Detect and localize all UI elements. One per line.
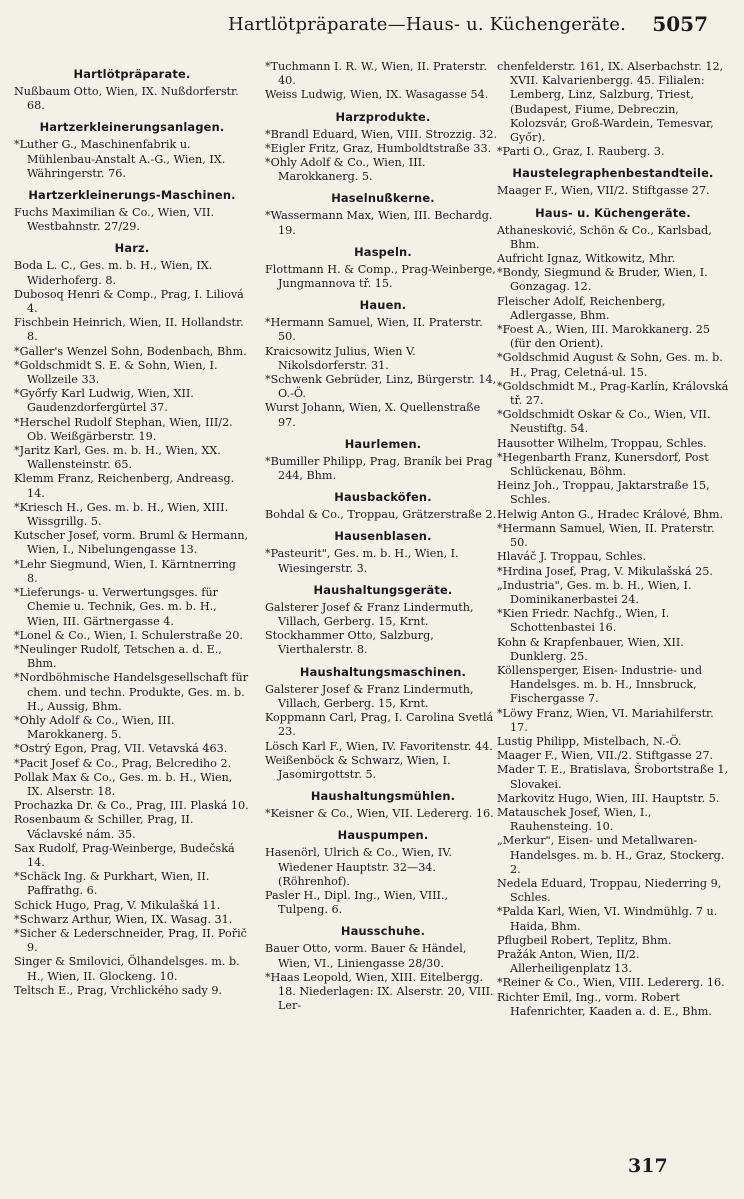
directory-section — [497, 206, 729, 1019]
directory-entry: *Goldschmid August & Sohn, Ges. m. b. H., Prag, Celetná-ul. 15. — [497, 351, 723, 379]
directory-entry: *Lehr Siegmund, Wien, I. Kärntnerring 8. — [14, 557, 236, 585]
directory-entry: *Schäck Ing. & Purkhart, Wien, II. Paffrathg. 6. — [14, 870, 210, 898]
directory-entry: *Herschel Rudolf Stephan, Wien, III/2. Ob. Weißgärberstr. 19. — [14, 415, 233, 443]
section-heading: Harz. — [114, 241, 150, 256]
directory-entry: Pflugbeil Robert, Teplitz, Bhm. — [497, 933, 672, 947]
directory-section — [265, 298, 501, 430]
directory-entry: *Pacit Josef & Co., Prag, Belcrediho 2. — [14, 756, 232, 770]
directory-entry: Flottmann H. & Comp., Prag-Weinberge, Jungmannova tř. 15. — [265, 262, 496, 291]
directory-entry: Koppmann Carl, Prag, I. Carolina Svetlá 23. — [265, 711, 494, 739]
section-heading: Haselnußkerne. — [331, 191, 435, 206]
directory-entry: *Reiner & Co., Wien, VIII. Ledererg. 16. — [497, 976, 725, 990]
directory-entry: Matauschek Josef, Wien, I., Rauhensteing. 10. — [497, 805, 652, 834]
directory-entry: Pollak Max & Co., Ges. m. b. H., Wien, IX. Alserstr. 18. — [14, 770, 233, 798]
directory-entry: Maager F., Wien, VII/2. Stiftgasse 27. — [497, 184, 710, 198]
directory-entry: Pasler H., Dipl. Ing., Wien, VIII., Tulpeng. 6. — [265, 888, 449, 917]
directory-section — [265, 924, 501, 1013]
directory-entry: Nußbaum Otto, Wien, IX. Nußdorferstr. 68. — [14, 85, 239, 113]
directory-entry: *Pasteurit", Ges. m. b. H., Wien, I. Wiesingerstr. 3. — [265, 547, 459, 575]
directory-entry: Hlaváč J. Troppau, Schles. — [497, 550, 647, 564]
directory-entry: Kraicsowitz Julius, Wien V. Nikolsdorferstr. 31. — [265, 344, 416, 372]
directory-entry: *Kriesch H., Ges. m. b. H., Wien, XIII. Wissgrillg. 5. — [14, 500, 229, 529]
directory-entry: Fleischer Adolf, Reichenberg, Adlergasse, Bhm. — [497, 294, 666, 322]
directory-section — [265, 191, 501, 237]
directory-entry: Teltsch E., Prag, Vrchlického sady 9. — [14, 983, 223, 997]
directory-section — [265, 665, 501, 782]
directory-section — [265, 437, 501, 483]
directory-entry: *Galler's Wenzel Sohn, Bodenbach, Bhm. — [14, 344, 247, 358]
directory-entry: Pražák Anton, Wien, II/2. Allerheiligenplatz 13. — [497, 947, 640, 976]
directory-entry: Maager F., Wien, VII./2. Stiftgasse 27. — [497, 749, 714, 763]
column-left — [14, 60, 250, 1001]
directory-entry: Wurst Johann, Wien, X. Quellenstraße 97. — [265, 401, 481, 429]
directory-entry: *Kien Friedr. Nachfg., Wien, I. Schottenbastei 16. — [497, 607, 670, 635]
directory-entry: *Bumiller Philipp, Prag, Braník bei Prag 244, Bhm. — [265, 454, 493, 483]
directory-entry: Bauer Otto, vorm. Bauer & Händel, Wien, VI., Liniengasse 28/30. — [265, 942, 467, 970]
section-heading: Haushaltungsmaschinen. — [299, 664, 467, 679]
directory-entry: Lösch Karl F., Wien, IV. Favoritenstr. 44. — [265, 739, 493, 753]
directory-entry: *Neulinger Rudolf, Tetschen a. d. E., Bhm. — [14, 642, 222, 671]
directory-entry: Hasenörl, Ulrich & Co., Wien, IV. Wiedener Hauptstr. 32—34. (Röhrenhof). — [265, 846, 452, 888]
directory-entry: Markovitz Hugo, Wien, III. Hauptstr. 5. — [497, 791, 720, 805]
directory-entry: Dubosoq Henri & Comp., Prag, I. Liliová 4. — [14, 287, 244, 316]
directory-entry: *Goldschmidt Oskar & Co., Wien, VII. Neustiftg. 54. — [497, 408, 711, 436]
directory-entry: *Brandl Eduard, Wien, VIII. Strozzig. 32. — [265, 127, 498, 141]
directory-entry: *Bondy, Siegmund & Bruder, Wien, I. Gonzagag. 12. — [497, 266, 708, 294]
directory-entry: Kutscher Josef, vorm. Bruml & Hermann, Wien, I., Nibelungengasse 13. — [14, 529, 249, 557]
directory-entry: Fischbein Heinrich, Wien, II. Hollandstr. 8. — [14, 316, 244, 344]
section-heading: Haushaltungsgeräte. — [313, 582, 453, 597]
section-heading: Hauen. — [359, 298, 407, 313]
directory-entry: *Keisner & Co., Wien, VII. Ledererg. 16. — [265, 807, 494, 821]
directory-entry: *Wassermann Max, Wien, III. Bechardg. 19. — [265, 209, 493, 237]
directory-entry: Sax Rudolf, Prag-Weinberge, Budečská 14. — [14, 841, 235, 869]
directory-entry: Mader T. E., Bratislava, Šrobortstraße 1, Slovakei. — [497, 763, 729, 791]
directory-entry: *Schwarz Arthur, Wien, IX. Wasag. 31. — [14, 912, 233, 926]
directory-entry: Galsterer Josef & Franz Lindermuth, Villach, Gerberg. 15, Krnt. — [265, 682, 474, 710]
section-heading: Haurlemen. — [344, 436, 422, 451]
directory-entry: Richter Emil, Ing., vorm. Robert Hafenrichter, Kaaden a. d. E., Bhm. — [497, 990, 712, 1018]
directory-entry: *Hermann Samuel, Wien, II. Praterstr. 50. — [265, 316, 483, 344]
directory-entry: *Parti O., Graz, I. Rauberg. 3. — [497, 145, 665, 159]
section-heading: Hausbacköfen. — [334, 490, 432, 505]
directory-entry: *Eigler Fritz, Graz, Humboldtstraße 33. — [265, 141, 492, 155]
directory-entry: Galsterer Josef & Franz Lindermuth, Villach, Gerberg. 15, Krnt. — [265, 600, 474, 629]
directory-entry: *Haas Leopold, Wien, XIII. Eitelbergg. 18. Niederlagen: IX. Alserstr. 20, VIII. Ler- — [265, 970, 494, 1013]
directory-section — [265, 245, 501, 291]
directory-entry: *Nordböhmische Handelsgesellschaft für chem. und techn. Produkte, Ges. m. b. H., Aussig, Bhm. — [14, 671, 249, 713]
section-heading: Hartzerkleinerungsanlagen. — [39, 120, 225, 135]
directory-entry: Köllensperger, Eisen- Industrie- und Handelsges. m. b. H., Innsbruck, Fischergasse 7. — [497, 663, 702, 706]
directory-entry: Athanesković, Schön & Co., Karlsbad, Bhm. — [497, 223, 712, 251]
directory-entry: *Luther G., Maschinenfabrik u. Mühlenbau-Anstalt A.-G., Wien, IX. Währingerstr. 76. — [14, 138, 226, 180]
directory-entry: *Ohly Adolf & Co., Wien, III. Marokkanerg. 5. — [14, 713, 175, 742]
directory-entry: *Hegenbarth Franz, Kunersdorf, Post Schlückenau, Böhm. — [497, 450, 709, 479]
directory-entry: Stockhammer Otto, Salzburg, Vierthalerstr. 8. — [265, 629, 434, 657]
directory-entry: *Hermann Samuel, Wien, II. Praterstr. 50. — [497, 521, 715, 550]
directory-entry: *Schwenk Gebrüder, Linz, Bürgerstr. 14, O.-Ö. — [265, 373, 497, 401]
page-header — [0, 6, 744, 36]
directory-entry: Weißenböck & Schwarz, Wien, I. Jasomirgottstr. 5. — [265, 753, 451, 781]
directory-section — [265, 529, 501, 575]
directory-entry: Schick Hugo, Prag, V. Mikulašká 11. — [14, 898, 221, 912]
running-title: Hartlötpräparate—Haus- u. Küchengeräte. — [228, 14, 627, 35]
directory-entry: Bohdal & Co., Troppau, Grätzerstraße 2. — [265, 508, 497, 522]
directory-entry: *Ostrý Egon, Prag, VII. Vetavská 463. — [14, 742, 228, 756]
directory-entry: Prochazka Dr. & Co., Prag, III. Plaská 10. — [14, 799, 249, 813]
directory-section — [497, 166, 729, 198]
directory-section — [265, 828, 501, 917]
directory-section — [14, 67, 250, 113]
directory-section — [265, 490, 501, 522]
directory-entry: *Goldschmidt S. E. & Sohn, Wien, I. Wollzeile 33. — [14, 358, 218, 387]
directory-entry: *Goldschmidt M., Prag-Karlín, Královská tř. 27. — [497, 379, 729, 408]
directory-entry: Weiss Ludwig, Wien, IX. Wasagasse 54. — [265, 88, 489, 102]
directory-entry: Nedela Eduard, Troppau, Niederring 9, Schles. — [497, 876, 722, 905]
directory-entry: Fuchs Maximilian & Co., Wien, VII. Westbahnstr. 27/29. — [14, 206, 215, 234]
directory-entry: *Löwy Franz, Wien, VI. Mariahilferstr. 17. — [497, 706, 714, 734]
directory-entry: *Győrfy Karl Ludwig, Wien, XII. Gaudenzdorfergürtel 37. — [14, 387, 194, 415]
directory-entry: *Sicher & Lederschneider, Prag, II. Pořič 9. — [14, 926, 247, 955]
directory-section — [14, 120, 250, 181]
section-heading: Haspeln. — [354, 244, 412, 259]
section-heading: Hartlötpräparate. — [73, 67, 191, 81]
directory-entry: *Lonel & Co., Wien, I. Schulerstraße 20. — [14, 628, 243, 642]
directory-entry: *Tuchmann I. R. W., Wien, II. Praterstr. 40. — [265, 60, 487, 88]
directory-entry: *Foest A., Wien, III. Marokkanerg. 25 (für den Orient). — [497, 323, 710, 351]
section-heading: Haustelegraphenbestandteile. — [512, 166, 714, 181]
directory-section — [14, 241, 250, 998]
directory-entry: Boda L. C., Ges. m. b. H., Wien, IX. Widerhoferg. 8. — [14, 259, 213, 287]
directory-entry: *Hrdina Josef, Prag, V. Mikulašská 25. — [497, 564, 713, 578]
directory-entry: Singer & Smilovici, Ölhandelsges. m. b. H., Wien, II. Glockeng. 10. — [14, 955, 240, 983]
directory-entry: *Lieferungs- u. Verwertungsges. für Chemie u. Technik, Ges. m. b. H., Wien, III. Gärtnergasse 4. — [14, 586, 219, 628]
section-heading: Harzprodukte. — [335, 109, 431, 124]
directory-entry: Kohn & Krapfenbauer, Wien, XII. Dunklerg. 25. — [497, 635, 684, 663]
directory-entry: Helwig Anton G., Hradec Králové, Bhm. — [497, 507, 724, 521]
section-heading: Haus- u. Küchengeräte. — [535, 205, 691, 220]
section-heading: Hausschuhe. — [340, 924, 426, 939]
directory-entry: *Palda Karl, Wien, VI. Windmühlg. 7 u. Haida, Bhm. — [497, 905, 718, 933]
section-heading: Hauspumpen. — [337, 828, 429, 843]
directory-entry: „Merkur", Eisen- und Metallwaren-Handelsges. m. b. H., Graz, Stockerg. 2. — [497, 834, 725, 876]
directory-entry: chenfelderstr. 161, IX. Alserbachstr. 12, XVII. Kalvarienbergg. 45. Filialen: Lemberg, Linz, Salzburg, Triest, (Budapest, Fiume, Debreczin, Kolozsvár, Groß-Wardein, Temesvar, Győr). — [497, 60, 724, 145]
column-middle — [265, 60, 501, 1016]
directory-entry: „Industria", Ges. m. b. H., Wien, I. Dominikanerbastei 24. — [497, 578, 692, 606]
footer-page-number: 317 — [628, 1155, 668, 1177]
directory-entry: Rosenbaum & Schiller, Prag, II. Václavské nám. 35. — [14, 813, 194, 841]
section-heading: Hausenblasen. — [334, 529, 432, 544]
directory-section — [265, 789, 501, 821]
directory-section — [265, 60, 501, 103]
directory-entry: *Jaritz Karl, Ges. m. b. H., Wien, XX. Wallensteinstr. 65. — [14, 444, 221, 472]
section-heading: Haushaltungsmühlen. — [310, 789, 456, 804]
directory-entry: Lustig Philipp, Mistelbach, N.-Ö. — [497, 734, 682, 748]
directory-entry: Heinz Joh., Troppau, Jaktarstraße 15, Schles. — [497, 479, 710, 507]
directory-section — [265, 110, 501, 185]
section-heading: Hartzerkleinerungs-Maschinen. — [28, 188, 236, 203]
directory-section — [14, 188, 250, 234]
directory-entry: *Ohly Adolf & Co., Wien, III. Marokkanerg. 5. — [265, 156, 426, 184]
directory-entry: Hausotter Wilhelm, Troppau, Schles. — [497, 436, 707, 450]
column-right — [497, 60, 729, 1022]
directory-entry: Aufricht Ignaz, Witkowitz, Mhr. — [497, 252, 676, 266]
directory-section — [497, 60, 729, 159]
directory-section — [265, 583, 501, 658]
directory-entry: Klemm Franz, Reichenberg, Andreasg. 14. — [14, 472, 235, 500]
page-number: 5057 — [652, 12, 708, 36]
